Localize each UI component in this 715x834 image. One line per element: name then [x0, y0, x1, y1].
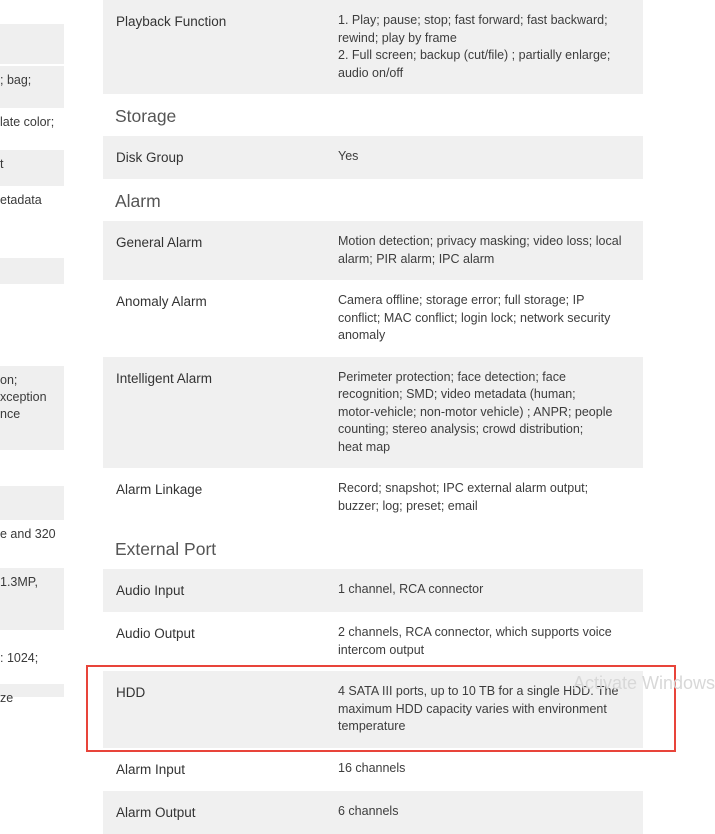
- row-value-line: 4 SATA III ports, up to 10 TB for a single HDD. The: [338, 684, 619, 698]
- left-column-row: [0, 108, 64, 150]
- row-value-line: counting; stereo analysis; crowd distribution;: [338, 422, 584, 436]
- row-value-line: alarm; PIR alarm; IPC alarm: [338, 251, 495, 266]
- row-value-line: maximum HDD capacity varies with environment: [338, 701, 607, 716]
- row-value: [327, 612, 643, 671]
- row-value-line: 6 channels: [338, 803, 399, 818]
- row-value: [327, 748, 643, 791]
- row-value-line: Yes: [338, 149, 359, 163]
- table-row: [103, 468, 643, 527]
- table-row: [103, 671, 643, 748]
- left-column-row-line: ze: [0, 691, 14, 705]
- left-column-row-line: nce: [0, 407, 21, 421]
- row-value-line: Record; snapshot; IPC external alarm output;: [338, 481, 589, 495]
- table-row: [103, 748, 643, 791]
- left-column-row-line: 1.3MP,: [0, 575, 38, 589]
- row-label: Alarm Linkage: [116, 482, 203, 497]
- table-row: [103, 136, 643, 179]
- row-label: General Alarm: [116, 235, 203, 250]
- row-label: Playback Function: [116, 14, 227, 29]
- left-column-row-line: etadata: [0, 193, 42, 207]
- row-value-line: 1. Play; pause; stop; fast forward; fast backward;: [338, 13, 608, 27]
- row-label: Alarm Input: [116, 761, 186, 777]
- row-label: HDD: [116, 685, 146, 700]
- row-label: Alarm Output: [116, 804, 196, 820]
- row-value: [327, 791, 643, 834]
- row-value-line: motor-vehicle; non-motor vehicle) ; ANPR; people: [338, 404, 613, 419]
- row-value: [327, 280, 643, 357]
- row-value-line: buzzer; log; preset; email: [338, 498, 478, 513]
- section-heading: Alarm: [103, 179, 643, 221]
- row-value: [327, 468, 643, 527]
- row-value-line: heat map: [338, 439, 391, 454]
- row-label: Intelligent Alarm: [116, 370, 213, 386]
- row-value-line: intercom output: [338, 642, 425, 657]
- row-value-line: audio on/off: [338, 65, 404, 80]
- table-row: [103, 221, 643, 280]
- left-column-row: [0, 66, 64, 108]
- left-column-row: [0, 450, 64, 486]
- table-row: [103, 0, 643, 94]
- left-column-row: [0, 150, 64, 186]
- left-column-row-line: : 1024;: [0, 651, 39, 665]
- row-value-line: conflict; MAC conflict; login lock; network security: [338, 310, 611, 325]
- row-value: [327, 221, 643, 280]
- row-value-line: 16 channels: [338, 760, 406, 775]
- table-row: [103, 357, 643, 469]
- left-column-row-line: ; bag;: [0, 73, 32, 87]
- row-value-line: Camera offline; storage error; full storage; IP: [338, 293, 585, 307]
- row-value: [327, 569, 643, 612]
- row-value-line: Motion detection; privacy masking; video loss; local: [338, 234, 622, 248]
- left-column-row-line: t: [0, 157, 4, 171]
- row-value-line: 2 channels, RCA connector, which supports voice: [338, 625, 612, 639]
- left-column-row: [0, 330, 64, 354]
- row-value-line: temperature: [338, 719, 406, 733]
- left-column-row: [0, 366, 64, 450]
- section-heading: Storage: [103, 94, 643, 136]
- table-row: [103, 612, 643, 671]
- row-value: [327, 0, 643, 94]
- table-row: [103, 569, 643, 612]
- activate-windows-watermark: Activate Windows: [573, 673, 715, 693]
- table-row: [103, 791, 643, 834]
- row-label: Anomaly Alarm: [116, 294, 207, 309]
- row-value-line: 1 channel, RCA connector: [338, 582, 484, 596]
- left-partial-column: [0, 0, 64, 705]
- left-column-row: [0, 520, 64, 558]
- left-column-row: [0, 186, 64, 218]
- left-column-row: [0, 258, 64, 284]
- row-value: [327, 136, 643, 179]
- left-column-row: [0, 486, 64, 520]
- left-column-row-line: xception: [0, 390, 47, 404]
- left-column-row-line: late color;: [0, 115, 55, 129]
- left-column-row: [0, 684, 64, 705]
- row-value-line: rewind; play by frame: [338, 30, 457, 45]
- row-label: Audio Output: [116, 626, 195, 641]
- table-row: [103, 280, 643, 357]
- row-label: Audio Input: [116, 583, 185, 598]
- specification-table: [103, 0, 643, 834]
- section-heading: External Port: [103, 527, 643, 569]
- left-column-row: [0, 568, 64, 630]
- row-value-line: anomaly: [338, 328, 386, 342]
- left-column-row-line: e and 320: [0, 527, 56, 541]
- row-value-line: Perimeter protection; face detection; face: [338, 369, 566, 384]
- left-column-row: [0, 24, 64, 64]
- left-column-row-line: on;: [0, 373, 18, 387]
- row-value-line: recognition; SMD; video metadata (human;: [338, 387, 576, 401]
- left-column-row: [0, 644, 64, 680]
- row-value: [327, 357, 643, 469]
- row-value-line: 2. Full screen; backup (cut/file) ; partially enlarge;: [338, 48, 611, 62]
- row-label: Disk Group: [116, 150, 184, 165]
